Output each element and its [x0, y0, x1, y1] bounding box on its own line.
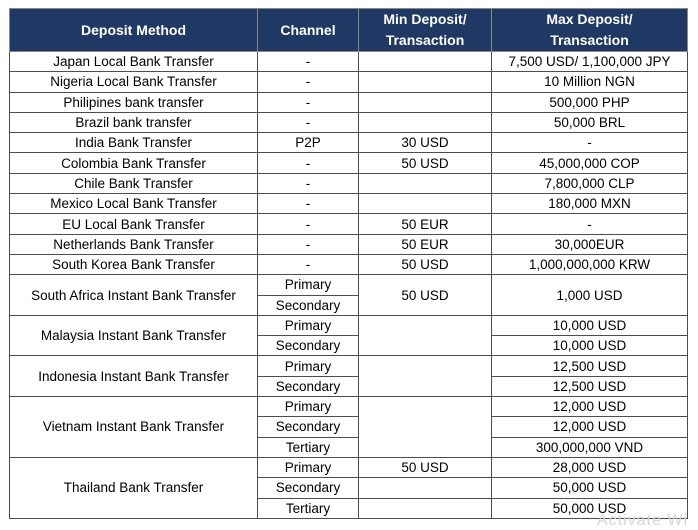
table-body: [10, 52, 688, 519]
channel-cell: -: [258, 92, 359, 112]
table-row: [10, 254, 688, 274]
min-deposit-cell: 50 EUR: [359, 234, 492, 254]
max-deposit-cell: 12,500 USD: [492, 376, 688, 396]
min-deposit-cell: [359, 478, 492, 498]
table-row: [10, 356, 688, 376]
min-deposit-cell: [359, 92, 492, 112]
channel-cell: Secondary: [258, 295, 359, 315]
min-deposit-cell: [359, 173, 492, 193]
method-cell: Brazil bank transfer: [10, 112, 258, 132]
max-deposit-cell: 10,000 USD: [492, 315, 688, 335]
max-deposit-cell: -: [492, 133, 688, 153]
channel-cell: -: [258, 72, 359, 92]
max-deposit-cell: 7,800,000 CLP: [492, 173, 688, 193]
channel-cell: Primary: [258, 315, 359, 335]
method-cell: South Africa Instant Bank Transfer: [10, 275, 258, 316]
table-row: [10, 194, 688, 214]
table-row: [10, 72, 688, 92]
max-deposit-cell: 50,000 USD: [492, 478, 688, 498]
max-deposit-cell: 10 Million NGN: [492, 72, 688, 92]
deposit-methods-table: [9, 8, 688, 519]
max-deposit-cell: 300,000,000 VND: [492, 437, 688, 457]
min-deposit-cell: 50 EUR: [359, 214, 492, 234]
channel-cell: Primary: [258, 397, 359, 417]
channel-cell: -: [258, 112, 359, 132]
max-deposit-cell: 500,000 PHP: [492, 92, 688, 112]
header-min-deposit: Min Deposit/ Transaction: [359, 9, 492, 52]
min-deposit-cell: 50 USD: [359, 254, 492, 274]
method-cell: Vietnam Instant Bank Transfer: [10, 397, 258, 458]
min-deposit-cell: [359, 498, 492, 518]
method-cell: Philipines bank transfer: [10, 92, 258, 112]
table-row: [10, 173, 688, 193]
channel-cell: Tertiary: [258, 437, 359, 457]
channel-cell: -: [258, 234, 359, 254]
channel-cell: -: [258, 254, 359, 274]
channel-cell: -: [258, 173, 359, 193]
table-row: [10, 133, 688, 153]
table-row: [10, 112, 688, 132]
max-deposit-cell: -: [492, 214, 688, 234]
channel-cell: -: [258, 194, 359, 214]
max-deposit-cell: 1,000,000,000 KRW: [492, 254, 688, 274]
min-deposit-cell: [359, 72, 492, 92]
min-deposit-cell: 50 USD: [359, 457, 492, 477]
max-deposit-cell: 45,000,000 COP: [492, 153, 688, 173]
method-cell: India Bank Transfer: [10, 133, 258, 153]
channel-cell: Secondary: [258, 376, 359, 396]
max-deposit-cell: 12,000 USD: [492, 397, 688, 417]
method-cell: Colombia Bank Transfer: [10, 153, 258, 173]
min-deposit-cell: 50 USD: [359, 275, 492, 316]
method-cell: Malaysia Instant Bank Transfer: [10, 315, 258, 356]
method-cell: Mexico Local Bank Transfer: [10, 194, 258, 214]
method-cell: EU Local Bank Transfer: [10, 214, 258, 234]
max-deposit-cell: 7,500 USD/ 1,100,000 JPY: [492, 52, 688, 72]
table-row: [10, 214, 688, 234]
channel-cell: Secondary: [258, 417, 359, 437]
table-row: [10, 397, 688, 417]
channel-cell: Primary: [258, 457, 359, 477]
min-deposit-cell: [359, 315, 492, 356]
table-row: [10, 92, 688, 112]
min-deposit-cell: 30 USD: [359, 133, 492, 153]
table-row: [10, 457, 688, 477]
method-cell: Chile Bank Transfer: [10, 173, 258, 193]
min-deposit-cell: 50 USD: [359, 153, 492, 173]
method-cell: Thailand Bank Transfer: [10, 457, 258, 518]
header-row: [10, 9, 688, 52]
channel-cell: Primary: [258, 356, 359, 376]
table-row: [10, 153, 688, 173]
channel-cell: -: [258, 153, 359, 173]
method-cell: Indonesia Instant Bank Transfer: [10, 356, 258, 397]
max-deposit-cell: 50,000 BRL: [492, 112, 688, 132]
channel-cell: P2P: [258, 133, 359, 153]
max-deposit-cell: 28,000 USD: [492, 457, 688, 477]
max-deposit-cell: 50,000 USD: [492, 498, 688, 518]
max-deposit-cell: 12,000 USD: [492, 417, 688, 437]
method-cell: Nigeria Local Bank Transfer: [10, 72, 258, 92]
header-deposit-method: Deposit Method: [10, 9, 258, 52]
header-channel: Channel: [258, 9, 359, 52]
max-deposit-cell: 12,500 USD: [492, 356, 688, 376]
channel-cell: -: [258, 214, 359, 234]
table-row: [10, 275, 688, 295]
channel-cell: -: [258, 52, 359, 72]
channel-cell: Secondary: [258, 336, 359, 356]
watermark-text: Activate Wi: [596, 512, 688, 529]
min-deposit-cell: [359, 112, 492, 132]
method-cell: Netherlands Bank Transfer: [10, 234, 258, 254]
channel-cell: Tertiary: [258, 498, 359, 518]
min-deposit-cell: [359, 194, 492, 214]
channel-cell: Secondary: [258, 478, 359, 498]
table-row: [10, 234, 688, 254]
min-deposit-cell: [359, 356, 492, 397]
method-cell: Japan Local Bank Transfer: [10, 52, 258, 72]
table-row: [10, 52, 688, 72]
table-row: [10, 315, 688, 335]
header-max-deposit: Max Deposit/ Transaction: [492, 9, 688, 52]
max-deposit-cell: 180,000 MXN: [492, 194, 688, 214]
max-deposit-cell: 10,000 USD: [492, 336, 688, 356]
min-deposit-cell: [359, 52, 492, 72]
min-deposit-cell: [359, 397, 492, 458]
channel-cell: Primary: [258, 275, 359, 295]
max-deposit-cell: 1,000 USD: [492, 275, 688, 316]
max-deposit-cell: 30,000EUR: [492, 234, 688, 254]
table-header: [10, 9, 688, 52]
method-cell: South Korea Bank Transfer: [10, 254, 258, 274]
